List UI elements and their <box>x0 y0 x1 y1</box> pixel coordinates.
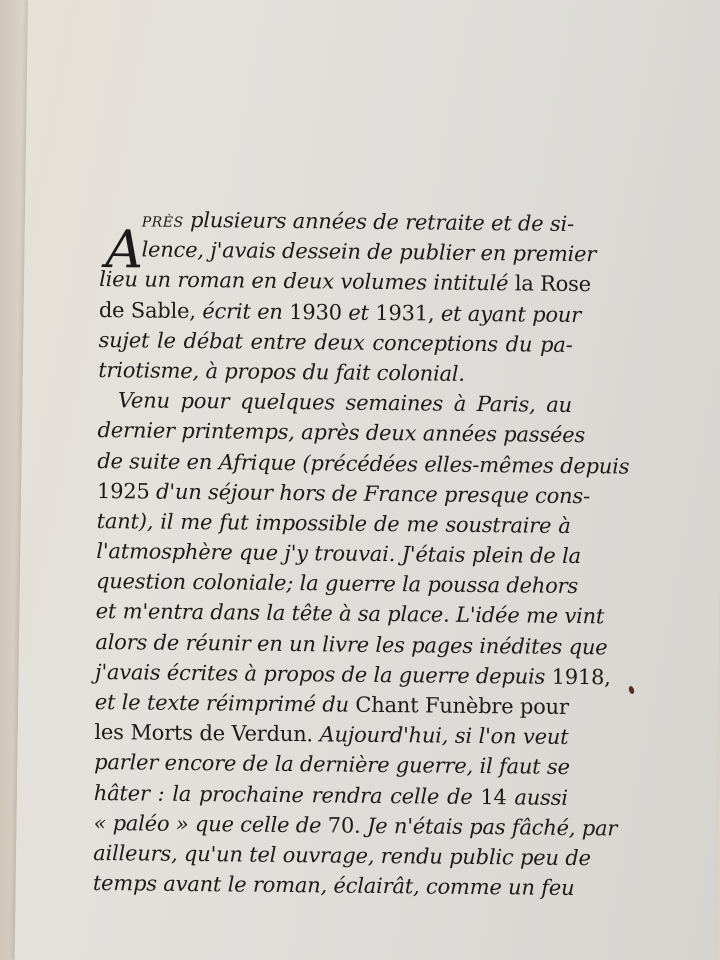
text-line: tant), il me fut impossible de me soustraire à <box>96 508 571 538</box>
text-line: de suite en Afrique (précédées elles-mêmes depuis <box>97 448 630 479</box>
text-line: PRÈS plusieurs années de retraite et de si- <box>141 207 575 236</box>
text-line: lence, j'avais dessein de publier en premier <box>141 237 597 267</box>
text-line: question coloniale; la guerre la poussa dehors <box>95 569 579 599</box>
text-line: et le texte réimprimé du Chant Funèbre pour <box>94 689 569 719</box>
text-line: j'avais écrites à propos de la guerre depuis 1918, <box>94 659 611 690</box>
text-line: temps avant le roman, éclairât, comme un feu <box>92 871 575 901</box>
text-line: parler encore de la dernière guerre, il faut se <box>94 750 570 780</box>
text-line: lieu un roman en deux volumes intitulé la Rose <box>99 267 592 297</box>
text-line: triotisme, à propos du fait colonial. <box>98 357 465 386</box>
text-line: 1925 d'un séjour hors de France presque cons- <box>96 478 591 508</box>
text-line: et m'entra dans la tête à sa place. L'idée me vint <box>95 599 605 629</box>
text-line: sujet le débat entre deux conceptions du pa- <box>98 327 573 357</box>
drop-cap: A <box>105 220 144 281</box>
text-line: dernier printemps, après deux années passées <box>97 418 586 448</box>
body-text <box>92 204 630 903</box>
text-line: alors de réunir en un livre les pages inédites que <box>95 629 608 659</box>
text-line: « paléo » que celle de 70. Je n'étais pas fâché, par <box>93 810 618 841</box>
text-line: ailleurs, qu'un tel ouvrage, rendu public peu de <box>93 840 591 871</box>
text-line: l'atmosphère que j'y trouvai. J'étais plein de la <box>96 539 582 569</box>
text-line: hâter : la prochaine rendra celle de 14 aussi <box>93 780 568 810</box>
text-line: de Sable, écrit en 1930 et 1931, et ayant pour <box>98 297 582 327</box>
small-caps-word: PRÈS <box>141 214 184 231</box>
text-line: Venu pour quelques semaines à Paris, au <box>117 388 573 418</box>
text-line: les Morts de Verdun. Aujourd'hui, si l'on veut <box>94 720 569 750</box>
